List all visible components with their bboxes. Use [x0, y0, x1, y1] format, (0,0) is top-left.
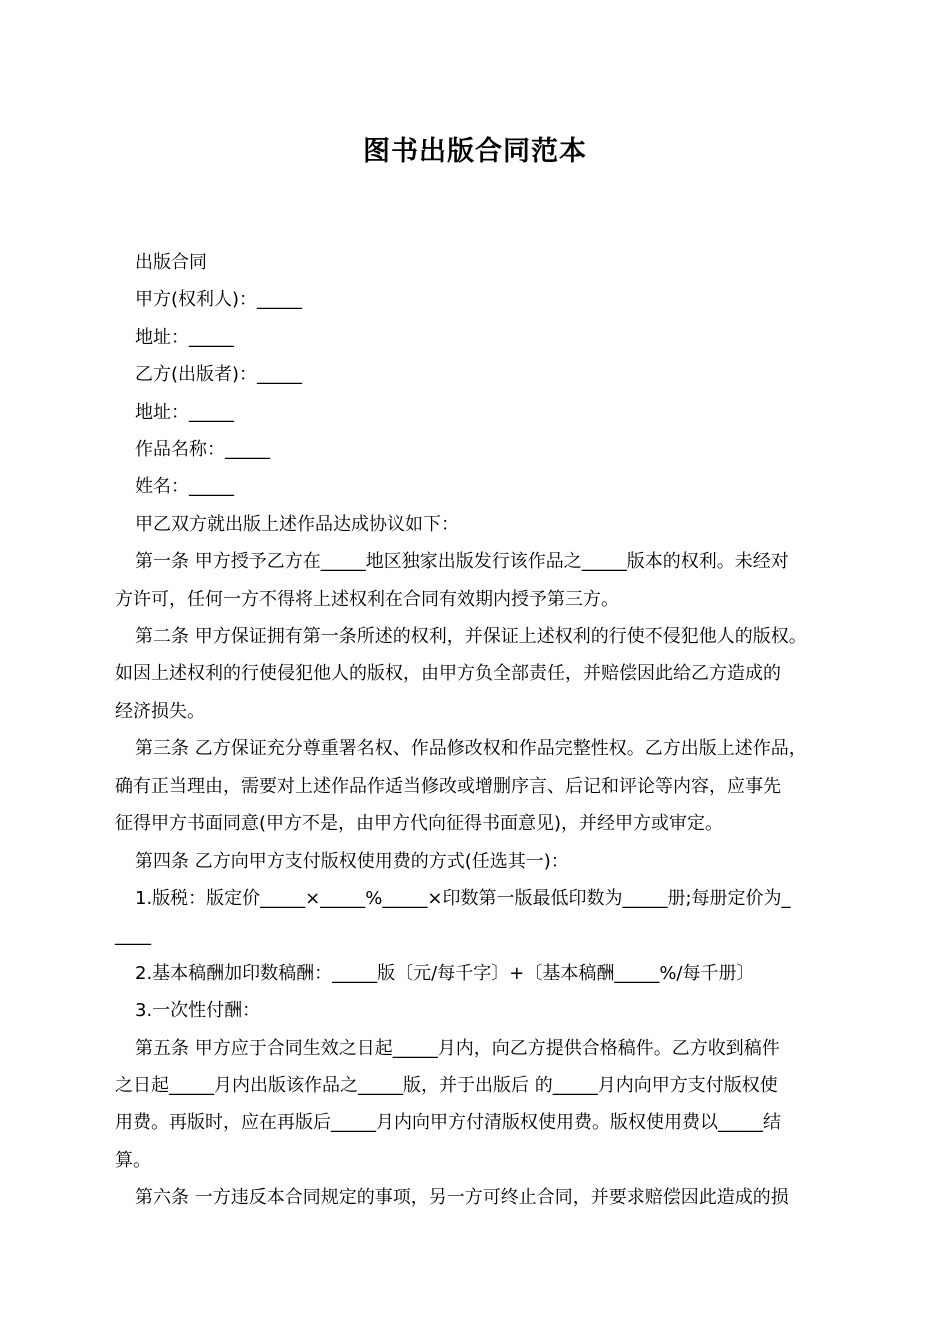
document-line: 第三条 乙方保证充分尊重署名权、作品修改权和作品完整性权。乙方出版上述作品， — [135, 738, 807, 760]
document-line: 经济损失。 — [115, 700, 205, 722]
document-line: 3.一次性付酬： — [135, 1000, 261, 1022]
document-body — [115, 244, 840, 1217]
document-line: 甲乙双方就出版上述作品达成协议如下： — [135, 513, 459, 535]
document-title: 图书出版合同范本 — [363, 136, 587, 167]
document-line: 第六条 一方违反本合同规定的事项，另一方可终止合同，并要求赔偿因此造成的损 — [135, 1187, 789, 1209]
document-line: 方许可，任何一方不得将上述权利在合同有效期内授予第三方。 — [115, 588, 619, 610]
document-line: 用费。再版时，应在再版后_____月内向甲方付清版权使用费。版权使用费以_____结 — [115, 1112, 781, 1134]
document-line: 算。 — [115, 1149, 151, 1171]
document-line: 第二条 甲方保证拥有第一条所述的权利，并保证上述权利的行使不侵犯他人的版权。 — [135, 626, 807, 648]
document-line: 如因上述权利的行使侵犯他人的版权，由甲方负全部责任，并赔偿因此给乙方造成的 — [115, 663, 781, 685]
document-line: 第五条 甲方应于合同生效之日起_____月内，向乙方提供合格稿件。乙方收到稿件 — [135, 1037, 780, 1059]
document-line: 姓名：_____ — [135, 476, 234, 498]
document-line: 出版合同 — [135, 252, 207, 273]
document-line: ____ — [115, 925, 151, 947]
document-line: 之日起_____月内出版该作品之_____版，并于出版后 的_____月内向甲方支付版权使 — [115, 1074, 778, 1096]
document-line: 1.版税：版定价_____×_____%_____×印数第一版最低印数为_____册;每册定价为_ — [135, 887, 791, 909]
document-line: 地址：_____ — [135, 401, 234, 423]
document-line: 第一条 甲方授予乙方在_____地区独家出版发行该作品之_____版本的权利。未经对 — [135, 551, 789, 573]
document-line: 作品名称：_____ — [135, 439, 270, 461]
document-line: 乙方(出版者)：_____ — [135, 364, 303, 386]
document-line: 甲方(权利人)：_____ — [135, 289, 303, 311]
document-line: 征得甲方书面同意(甲方不是，由甲方代向征得书面意见)，并经甲方或审定。 — [115, 813, 724, 835]
document-line: 地址：_____ — [135, 326, 234, 348]
document-line: 确有正当理由，需要对上述作品作适当修改或增删序言、后记和评论等内容，应事先 — [115, 775, 781, 797]
document-line: 2.基本稿酬加印数稿酬：_____版〔元/每千字〕+〔基本稿酬_____%/每千册〕 — [135, 962, 755, 984]
document-line: 第四条 乙方向甲方支付版权使用费的方式(任选其一)： — [135, 850, 569, 872]
